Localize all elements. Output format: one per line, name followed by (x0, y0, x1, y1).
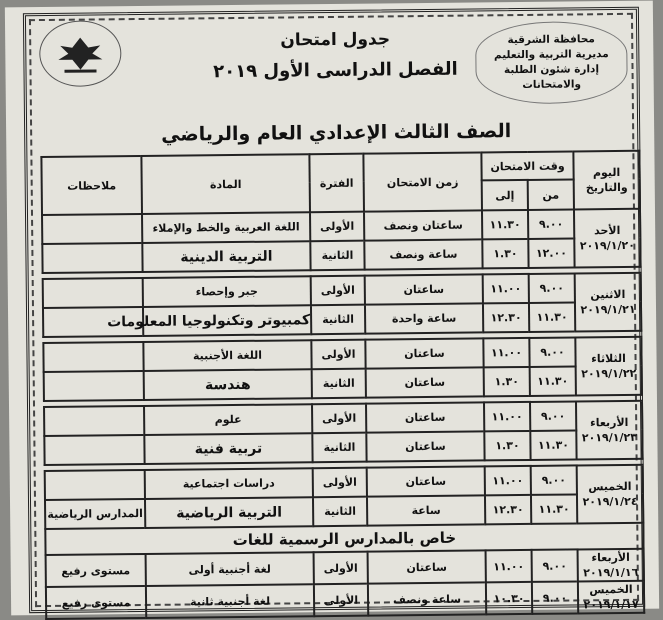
duration-cell: ساعتان ونصف (364, 210, 482, 240)
subject-cell: التربية الدينية (142, 241, 310, 272)
time-to: ١١.٠٠ (486, 550, 532, 582)
notes-cell: المدارس الرياضية (45, 499, 145, 529)
col-header-notes: ملاحظات (41, 156, 142, 215)
exam-paper (5, 1, 659, 616)
day-name: الثلاثاء (591, 351, 626, 366)
col-header-duration: زمن الامتحان (363, 152, 482, 211)
exam-date: ٢٠١٩/١/٢٤ (582, 494, 638, 509)
exam-date: ٢٠١٩/١/١٦ (583, 565, 639, 580)
exam-schedule-table (40, 150, 645, 620)
duration-cell: ساعتان (365, 274, 483, 304)
period-cell: الأولى (314, 552, 368, 585)
col-header-period: الفترة (309, 154, 364, 213)
time-to: ١١.٠٠ (485, 466, 531, 495)
grade-title: الصف الثالث الإعدادي العام والرياضي (161, 120, 512, 146)
time-to: ١٠.٣٠ (486, 582, 532, 614)
day-date-cell (576, 401, 643, 460)
page-title: جدول امتحان (280, 29, 391, 51)
duration-cell: ساعتان (367, 466, 485, 496)
time-from: ٩.٠٠ (529, 337, 575, 366)
notes-cell (43, 342, 143, 372)
time-from: ١١.٣٠ (530, 430, 576, 459)
duration-cell: ساعة (367, 495, 485, 525)
notes-cell (44, 435, 144, 465)
period-cell: الثانية (312, 433, 366, 463)
notes-cell (42, 243, 142, 273)
duration-cell: ساعتان (368, 550, 486, 583)
day-name: الخميس (589, 582, 633, 597)
schedule-body (42, 209, 644, 619)
day-date-cell (575, 273, 642, 332)
exam-date: ٢٠١٩/١/١٧ (583, 597, 639, 612)
time-to: ١.٣٠ (482, 239, 528, 268)
time-from: ٩.٠٠ (529, 273, 575, 302)
duration-cell: ساعة ونصف (364, 239, 482, 269)
time-to: ١١.٠٠ (483, 274, 529, 303)
page-title-block (205, 29, 466, 83)
exam-date: ٢٠١٩/١/٢٠ (579, 238, 635, 253)
period-cell: الأولى (310, 212, 364, 242)
notes-cell: مستوى رفيع (46, 586, 146, 619)
subject-cell: لغة أجنبية ثانية (146, 584, 314, 618)
period-cell: الأولى (312, 404, 366, 434)
col-header-subject: المادة (141, 154, 310, 214)
subject-cell: اللغة الأجنبية (143, 340, 311, 371)
day-name: الخميس (588, 479, 632, 494)
time-to: ١.٣٠ (484, 431, 530, 460)
org-line: إدارة شئون الطلبة والامتحانات (503, 63, 600, 91)
col-header-to: إلى (482, 180, 528, 210)
col-header-day: اليوم والتاريخ (573, 151, 640, 210)
time-to: ١١.٠٠ (484, 402, 530, 431)
duration-cell: ساعتان (366, 367, 484, 397)
time-to: ١٢.٣٠ (485, 495, 531, 524)
directorate-stamp (475, 21, 628, 105)
period-cell: الثانية (313, 497, 367, 527)
time-from: ٩.٠٠ (530, 401, 576, 430)
time-from: ٩.٠٠ (532, 581, 578, 613)
notes-cell (45, 470, 145, 500)
subject-cell: اللغة العربية والخط والإملاء (142, 212, 310, 243)
time-from: ١٢.٠٠ (528, 238, 574, 267)
period-cell: الأولى (311, 340, 365, 370)
notes-cell (44, 406, 144, 436)
day-date-cell (578, 581, 644, 614)
exam-date: ٢٠١٩/١/٢٣ (581, 430, 637, 445)
notes-cell (44, 371, 144, 401)
time-from: ٩.٠٠ (532, 549, 578, 581)
time-from: ١١.٣٠ (529, 302, 575, 331)
notes-cell (43, 278, 143, 308)
col-header-time: وقت الامتحان (481, 151, 573, 180)
term-title: الفصل الدراسى الأول ٢٠١٩ (213, 58, 458, 83)
period-cell: الثانية (310, 241, 364, 271)
subject-cell: لغة أجنبية أولى (146, 552, 314, 586)
day-date-cell (577, 465, 644, 524)
subject-cell: دراسات اجتماعية (145, 468, 313, 499)
day-name: الأحد (594, 223, 621, 238)
duration-cell: ساعتان (366, 431, 484, 461)
org-line: محافظة الشرقية (507, 33, 595, 47)
notes-cell: مستوى رفيع (46, 554, 146, 587)
duration-cell: ساعتان (365, 338, 483, 368)
col-header-from: من (528, 179, 574, 209)
duration-cell: ساعة ونصف (368, 582, 486, 615)
subject-cell: علوم (144, 404, 312, 435)
day-name: الأربعاء (591, 550, 630, 565)
eagle-emblem-icon (50, 31, 110, 76)
period-cell: الثانية (311, 305, 365, 335)
time-to: ١٢.٣٠ (483, 303, 529, 332)
org-line: مديرية التربية والتعليم (493, 48, 609, 62)
day-name: الأربعاء (589, 415, 629, 430)
time-to: ١١.٣٠ (482, 210, 528, 239)
period-cell: الأولى (314, 584, 368, 617)
duration-cell: ساعة واحدة (365, 303, 483, 333)
day-date-cell (578, 549, 644, 582)
period-cell: الأولى (311, 276, 365, 306)
subject-cell: هندسة (144, 369, 312, 400)
time-to: ١.٣٠ (484, 367, 530, 396)
language-section-title: خاص بالمدارس الرسمية للغات (45, 523, 643, 555)
time-to: ١١.٠٠ (483, 338, 529, 367)
subject-cell: جبر وإحصاء (143, 276, 311, 307)
notes-cell (42, 214, 142, 244)
subject-cell: تربية فنية (144, 433, 312, 464)
time-from: ٩.٠٠ (531, 465, 577, 494)
day-date-cell (575, 337, 642, 396)
exam-date: ٢٠١٩/١/٢١ (580, 302, 636, 317)
time-from: ١١.٣٠ (530, 366, 576, 395)
table-row (46, 581, 644, 619)
period-cell: الثانية (312, 369, 366, 399)
time-from: ٩.٠٠ (528, 209, 574, 238)
duration-cell: ساعتان (366, 402, 484, 432)
subject-cell: التربية الرياضية (145, 497, 313, 528)
exam-date: ٢٠١٩/١/٢٢ (581, 366, 637, 381)
day-name: الاثنين (590, 287, 626, 302)
period-cell: الأولى (313, 468, 367, 498)
time-from: ١١.٣٠ (531, 494, 577, 523)
subject-cell: كمبيوتر وتكنولوجيا المعلومات (143, 305, 311, 336)
day-date-cell (574, 209, 641, 268)
